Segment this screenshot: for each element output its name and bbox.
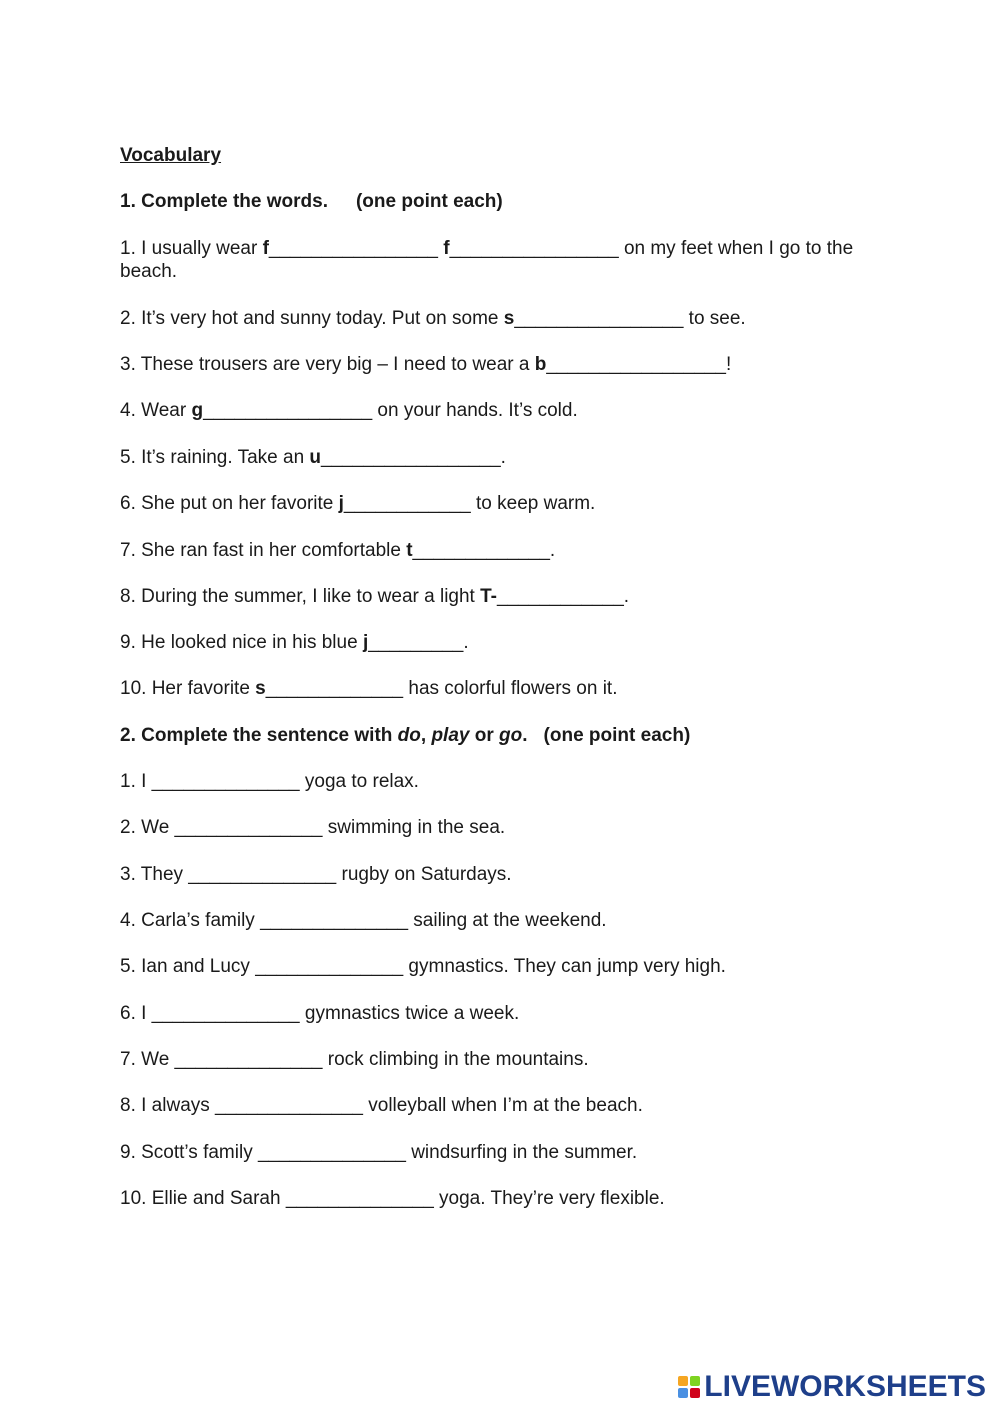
part1-item-3: 3. These trousers are very big – I need to wear a b_________________!	[120, 354, 732, 375]
part2-item[interactable]: 9. Scott’s family ______________ windsurfing in the summer.	[120, 1142, 638, 1163]
blank-field[interactable]: _________.	[368, 632, 469, 653]
blank-field[interactable]: _____________ has colorful flowers on it.	[265, 678, 618, 699]
part2-item[interactable]: 3. They ______________ rugby on Saturdays.	[120, 864, 512, 885]
blank-field[interactable]: ________________ on your hands. It’s cold.	[203, 400, 578, 421]
section-title: Vocabulary	[120, 145, 222, 166]
part1-heading	[120, 190, 503, 213]
part1-item-1: 1. I usually wear f________________ f________________ on my feet when I go to the beach.	[120, 238, 854, 282]
part2-item[interactable]: 5. Ian and Lucy ______________ gymnastics. They can jump very high.	[120, 956, 726, 977]
part2-points: (one point each)	[543, 725, 691, 746]
blank-field[interactable]: ____________ to keep warm.	[343, 493, 596, 514]
part1-item-2: 2. It’s very hot and sunny today. Put on some s________________ to see.	[120, 308, 746, 329]
blank-field[interactable]: ________________	[268, 238, 444, 259]
part2-item[interactable]: 10. Ellie and Sarah ______________ yoga. They’re very flexible.	[120, 1188, 665, 1209]
part1-item-5: 5. It’s raining. Take an u_________________.	[120, 447, 506, 468]
logo-text: LIVEWORKSHEETS	[704, 1370, 986, 1403]
part1-points: (one point each)	[355, 191, 503, 212]
part2-item[interactable]: 1. I ______________ yoga to relax.	[120, 771, 419, 792]
part2-item[interactable]: 6. I ______________ gymnastics twice a week.	[120, 1003, 520, 1024]
part2-item[interactable]: 7. We ______________ rock climbing in the mountains.	[120, 1049, 589, 1070]
logo-mark-icon	[678, 1376, 700, 1398]
part2-item[interactable]: 2. We ______________ swimming in the sea.	[120, 817, 506, 838]
part1-item-10: 10. Her favorite s_____________ has colorful flowers on it.	[120, 678, 618, 699]
blank-field[interactable]: _________________!	[546, 354, 732, 375]
part2-item[interactable]: 4. Carla’s family ______________ sailing at the weekend.	[120, 910, 607, 931]
part1-item-9: 9. He looked nice in his blue j_________.	[120, 632, 469, 653]
blank-field[interactable]: ____________.	[497, 586, 630, 607]
liveworksheets-logo	[678, 1370, 986, 1404]
part1-item-6: 6. She put on her favorite j____________ to keep warm.	[120, 493, 596, 514]
blank-field[interactable]: _____________.	[412, 540, 556, 561]
blank-field[interactable]: ________________ to see.	[514, 308, 746, 329]
part2-item[interactable]: 8. I always ______________ volleyball when I’m at the beach.	[120, 1095, 643, 1116]
part1-heading-text: 1. Complete the words.	[120, 191, 328, 212]
part1-item-8: 8. During the summer, I like to wear a light T-____________.	[120, 586, 630, 607]
blank-field[interactable]: ________________ on my feet when I go to the beach.	[120, 238, 854, 282]
part1-item-4: 4. Wear g________________ on your hands. It’s cold.	[120, 400, 578, 421]
part1-item-7: 7. She ran fast in her comfortable t_____________.	[120, 540, 556, 561]
part2-heading: 2. Complete the sentence with do, play or go. (one point each)	[120, 725, 691, 746]
blank-field[interactable]: _________________.	[321, 447, 506, 468]
